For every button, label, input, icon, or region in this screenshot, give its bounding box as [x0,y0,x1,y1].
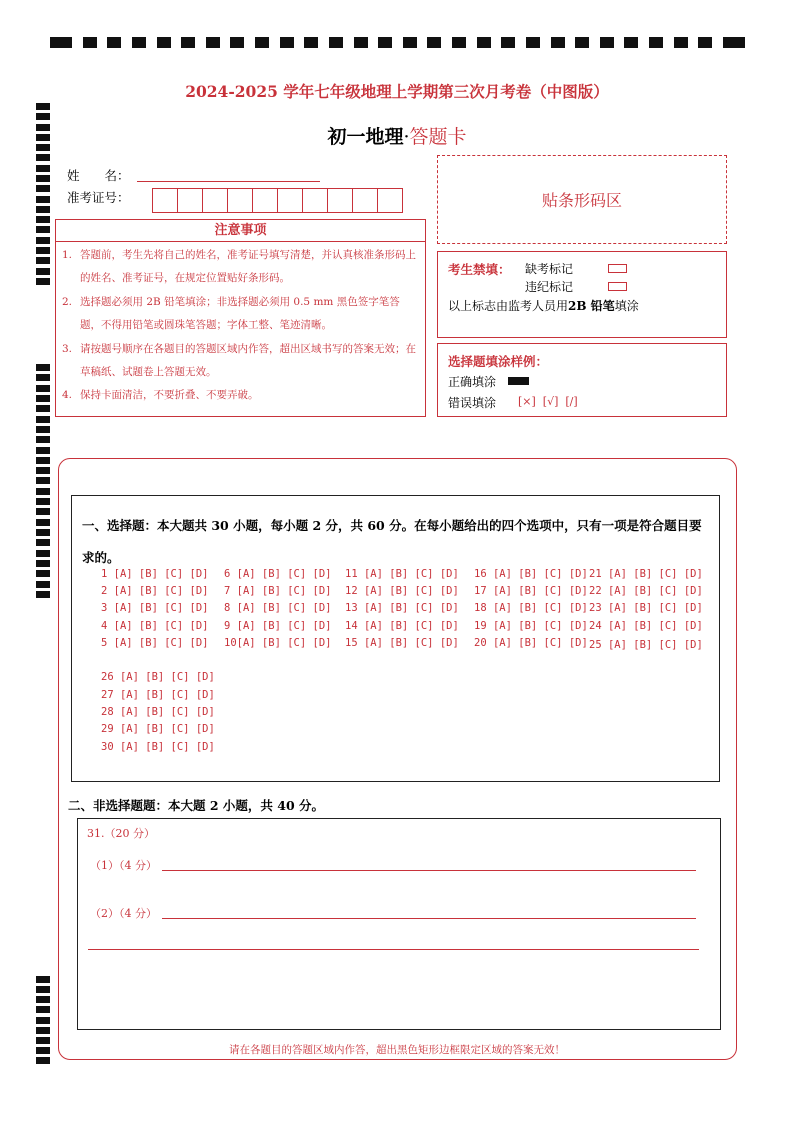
q31-sub1-answer-line[interactable] [162,870,696,871]
name-label: 姓 名： [67,168,130,183]
mc-question[interactable]: 16 [A] [B] [C] [D] [474,568,588,580]
correct-fill-label: 正确填涂 [448,375,497,389]
violation-mark-label: 违纪标记 [525,280,574,294]
id-digit-box[interactable] [202,188,228,213]
note-item [62,338,420,384]
notes-panel [55,219,426,417]
barcode-area [437,155,727,244]
examiner-only-panel [437,251,727,338]
q31-extra-answer-line[interactable] [88,949,699,950]
correct-fill-swatch [508,377,529,385]
left-timing-marks-middle [36,364,50,598]
id-digit-box[interactable] [377,188,403,213]
mc-question[interactable]: 10[A] [B] [C] [D] [224,637,332,649]
q31-sub2-label: （2）（4 分） [90,907,157,920]
ban-label: 考生禁填： [448,262,511,277]
mc-question[interactable]: 2 [A] [B] [C] [D] [101,585,209,597]
mc-question[interactable]: 30 [A] [B] [C] [D] [101,741,215,753]
mc-question[interactable]: 12 [A] [B] [C] [D] [345,585,459,597]
id-digit-box[interactable] [252,188,278,213]
mc-question[interactable]: 24 [A] [B] [C] [D] [589,620,703,632]
mc-question[interactable]: 26 [A] [B] [C] [D] [101,671,215,683]
wrong-fill-marks: [×] [√] [/] [518,395,578,408]
q31-answer-box [77,818,721,1030]
notes-heading: 注意事项 [56,220,425,242]
note-item [62,244,420,290]
mc-question[interactable]: 6 [A] [B] [C] [D] [224,568,332,580]
id-digit-box[interactable] [177,188,203,213]
note-number: 3. [62,343,73,355]
mc-question[interactable]: 8 [A] [B] [C] [D] [224,602,332,614]
subtitle-answer-sheet: 答题卡 [409,126,467,148]
note-text: 请按题号顺序在各题目的答题区域内作答，超出区域书写的答案无效；在草稿纸、试题卷上答题无效。 [80,343,416,378]
id-digit-box[interactable] [277,188,303,213]
q31-sub1-label: （1）（4 分） [90,859,157,872]
id-digit-box[interactable] [227,188,253,213]
mc-question[interactable]: 17 [A] [B] [C] [D] [474,585,588,597]
mc-question[interactable]: 7 [A] [B] [C] [D] [224,585,332,597]
exam-title: 2024-2025 学年七年级地理上学期第三次月考卷（中图版） [185,82,609,101]
mc-question[interactable]: 13 [A] [B] [C] [D] [345,602,459,614]
absent-mark-label: 缺考标记 [525,262,574,276]
subtitle-subject: 初一地理 [327,126,404,148]
section1-heading: 一、选择题：本大题共 30 小题，每小题 2 分，共 60 分。在每小题给出的四个选项中，只有一项是符合题目要求的。 [82,518,702,565]
mc-question[interactable]: 19 [A] [B] [C] [D] [474,620,588,632]
mc-question[interactable]: 28 [A] [B] [C] [D] [101,706,215,718]
mc-question[interactable]: 18 [A] [B] [C] [D] [474,602,588,614]
note-text: 保持卡面清洁，不要折叠、不要弄破。 [80,389,259,401]
ban-note [448,297,639,314]
barcode-label: 贴条形码区 [541,191,622,210]
fill-sample-panel [437,343,727,417]
subtitle-dot: · [403,126,410,148]
mc-question[interactable]: 27 [A] [B] [C] [D] [101,689,215,701]
exam-id-boxes[interactable] [152,188,402,212]
note-number: 2. [62,296,73,308]
id-digit-box[interactable] [352,188,378,213]
mc-question[interactable]: 15 [A] [B] [C] [D] [345,637,459,649]
note-text: 答题前，考生先将自己的姓名，准考证号填写清楚，并认真核准条形码上的姓名、准考证号，在规定位置贴好条形码。 [80,249,416,284]
mc-question[interactable]: 22 [A] [B] [C] [D] [589,585,703,597]
mc-question[interactable]: 4 [A] [B] [C] [D] [101,620,209,632]
q31-sub2-answer-line[interactable] [162,918,696,919]
note-number: 4. [62,389,73,401]
mc-question[interactable]: 25 [A] [B] [C] [D] [589,639,703,651]
note-item [62,384,420,407]
mc-question[interactable]: 1 [A] [B] [C] [D] [101,568,209,580]
ban-note-pre: 以上标志由监考人员用 [448,299,569,313]
sample-heading: 选择题填涂样例： [448,354,549,369]
mc-question[interactable]: 9 [A] [B] [C] [D] [224,620,332,632]
mc-question[interactable]: 21 [A] [B] [C] [D] [589,568,703,580]
ban-note-bold: 2B 铅笔 [568,299,615,313]
exam-id-label: 准考证号： [67,190,130,205]
footer-warning: 请在各题目的答题区域内作答，超出黑色矩形边框限定区域的答案无效！ [229,1044,565,1056]
note-text: 选择题必须用 2B 铅笔填涂；非选择题必须用 0.5 mm 黑色签字笔答题，不得用铅笔或圆珠笔答题；字体工整、笔迹清晰。 [80,296,400,331]
note-number: 1. [62,249,73,261]
id-digit-box[interactable] [302,188,328,213]
mc-question[interactable]: 5 [A] [B] [C] [D] [101,637,209,649]
mc-question[interactable]: 14 [A] [B] [C] [D] [345,620,459,632]
q31-label: 31.（20 分） [87,827,155,840]
mc-question[interactable]: 29 [A] [B] [C] [D] [101,723,215,735]
mc-question[interactable]: 11 [A] [B] [C] [D] [345,568,459,580]
id-digit-box[interactable] [327,188,353,213]
sheet-subtitle [0,122,794,149]
wrong-fill-label: 错误填涂 [448,396,497,410]
absent-mark-box[interactable] [608,264,627,273]
mc-question[interactable]: 23 [A] [B] [C] [D] [589,602,703,614]
note-item [62,291,420,337]
id-digit-box[interactable] [152,188,178,213]
ban-note-post: 填涂 [614,299,639,313]
top-timing-marks [50,37,745,51]
violation-mark-box[interactable] [608,282,627,291]
mc-question[interactable]: 20 [A] [B] [C] [D] [474,637,588,649]
name-field[interactable] [137,181,320,182]
section2-heading: 二、非选择题题：本大题 2 小题，共 40 分。 [68,798,325,813]
mc-question[interactable]: 3 [A] [B] [C] [D] [101,602,209,614]
